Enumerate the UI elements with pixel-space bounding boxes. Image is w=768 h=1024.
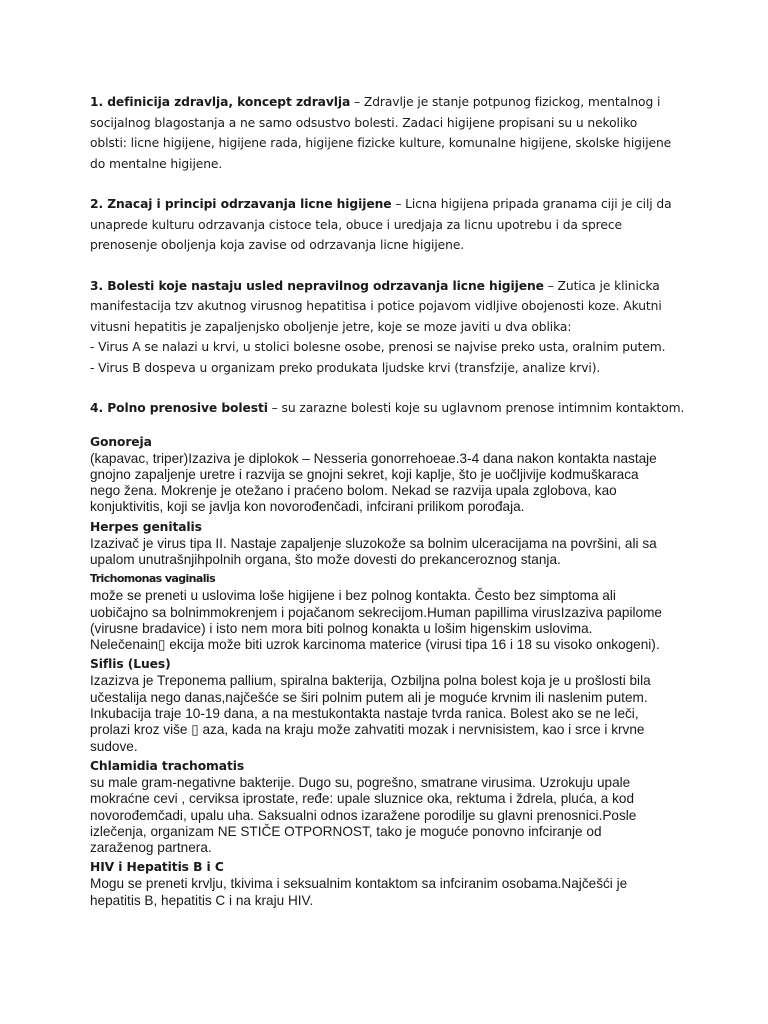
section-1-title: 1. definicija zdravlja, koncept zdravlja (90, 95, 351, 109)
section-2 (90, 194, 690, 256)
section-2-line-3: prenosenje oboljenja koja zavise od odrzavanja licne higijene. (90, 238, 465, 252)
section-3-line-4: - Virus A se nalazi u krvi, u stolici bolesne osobe, prenosi se najvise preko usta, oralnim putem. (90, 340, 666, 354)
section-1-line-2: socijalnog blagostanja a ne samo odsustvo bolesti. Zadaci higijene propisani su u nekoliko (90, 115, 638, 130)
section-4-line-1: 4. Polno prenosive bolesti – su zarazne bolesti koje su uglavnom prenose intimnim kontaktom. (90, 401, 685, 415)
section-3-title: 3. Bolesti koje nastaju usled nepravilnog odrzavanja licne higijene (90, 278, 544, 293)
section-3-line-5: - Virus B dospeva u organizam preko produkata ljudske krvi (transfzije, analize krvi). (90, 360, 601, 375)
disease-heading-chlamidia: Chlamidia trachomatis (90, 758, 245, 773)
disease-heading-hiv-hepatitis: HIV i Hepatitis B i C (90, 860, 224, 875)
section-1-line-3: oblsti: licne higijene, higijene rada, higijene fizicke kulture, komunalne higijene, skolske higijene (90, 136, 672, 150)
disease-text-gonoreja: (kapavac, triper)Izaziva je diplokok – Nesseria gonorrehoeae.3-4 dana nakon kontakta nastaje gnojno zapaljenje uretre i razvija se gnojni sekret, koji kaplje, što je uočljivije kodmuškaraca nego žena. Mokrenje je otežano i praćeno bolom. Nekad se razvija upala zglobova, kao konjuktivitis, koji se javlja kon novorođenčadi, infcirani prilikom porođaja. (90, 450, 657, 515)
document-body (90, 92, 690, 911)
disease-heading-siflis: Siflis (Lues) (90, 657, 171, 672)
section-2-line-2: unaprede kulturu odrzavanja cistoce tela, obuce i uredjaja za licnu upotrebu i da sprece (90, 217, 622, 232)
disease-heading-trichomonas: Trichomonas vaginalis (90, 572, 216, 586)
disease-text-hiv-hepatitis: Mogu se preneti krvlju, tkivima i seksualnim kontaktom sa infciranim osobama.Najčešći je hepatitis B, hepatitis C i na kraju HIV. (90, 876, 628, 908)
disease-text-chlamidia: su male gram-negativne bakterije. Dugo su, pogrešno, smatrane virusima. Uzrokuju upale mokraćne cevi , cerviksa iprostate, ređe: upale sluznice oka, rektuma i ždrela, pluća, a kod novorođemčadi, upalu uha. Saksualni odnos izaražene porodilje su glavni prenosnici.Posle izlečenja, organizam NE STIČE OTPORNOST, tako je moguće ponovno infciranje od zaraženog partnera. (90, 774, 637, 856)
section-2-line-1: 2. Znacaj i principi odrzavanja licne higijene – Licna higijena pripada granama ciji je cilj da (90, 197, 672, 211)
disease-text-siflis: Izazizva je Treponema pallium, spiralna bakterija, Ozbiljna polna bolest koja je u prošlosti bila učestalija nego danas,najčešće se širi polnim putem ali je moguće krvnim ili naslenim putem. Inkubacija traje 10-19 dana, a na mestukontakta nastaje tvrda ranica. Bolest ako se ne leči, prolazi kroz više ▯ aza, kada na kraju može zahvatiti mozak i nervnisistem, kao i srce i krvne sudove. (90, 673, 651, 754)
section-4-title: 4. Polno prenosive bolesti (90, 401, 268, 415)
section-1-line-4: do mentalne higijene. (90, 156, 223, 171)
disease-text-herpes: Izazivač je virus tipa II. Nastaje zapaljenje sluzokože sa bolnim ulceracijama na površini, ali sa upalom unutrašnjihpolnih organa, što može dovesti do prekanceroznog stanja. (90, 535, 657, 567)
disease-heading-herpes: Herpes genitalis (90, 519, 202, 534)
section-3-line-1: 3. Bolesti koje nastaju usled nepravilnog odrzavanja licne higijene – Zutica je klinicka (90, 278, 660, 293)
section-1-line-1: 1. definicija zdravlja, koncept zdravlja – Zdravlje je stanje potpunog fizickog, mentalnog i (90, 95, 661, 109)
section-1 (90, 92, 690, 174)
disease-text-trichomonas: može se preneti u uslovima loše higijene i bez polnog kontakta. Često bez simptoma ali uobičajno sa bolnimmokrenjem i pojačanom sekrecijom.Human papillima virusIzaziva papilome (virusne bradavice) i isto nem mora biti polnog konakta u lošim higenskim uslovima. Nelečenain▯ ekcija može biti uzrok karcinoma materice (virusi tipa 16 i 18 su visoko onkogeni). (90, 588, 662, 653)
section-4 (90, 398, 690, 419)
section-2-title: 2. Znacaj i principi odrzavanja licne higijene (90, 197, 392, 211)
section-3-line-2: manifestacija tzv akutnog virusnog hepatitisa i potice pojavom vidljive obojenosti koze. Akutni (90, 299, 662, 313)
section-3-line-3: vitusni hepatitis je zapaljenjsko oboljenje jetre, koje se moze javiti u dva oblika: (90, 319, 572, 334)
section-3 (90, 276, 690, 379)
disease-heading-gonoreja: Gonoreja (90, 434, 152, 449)
